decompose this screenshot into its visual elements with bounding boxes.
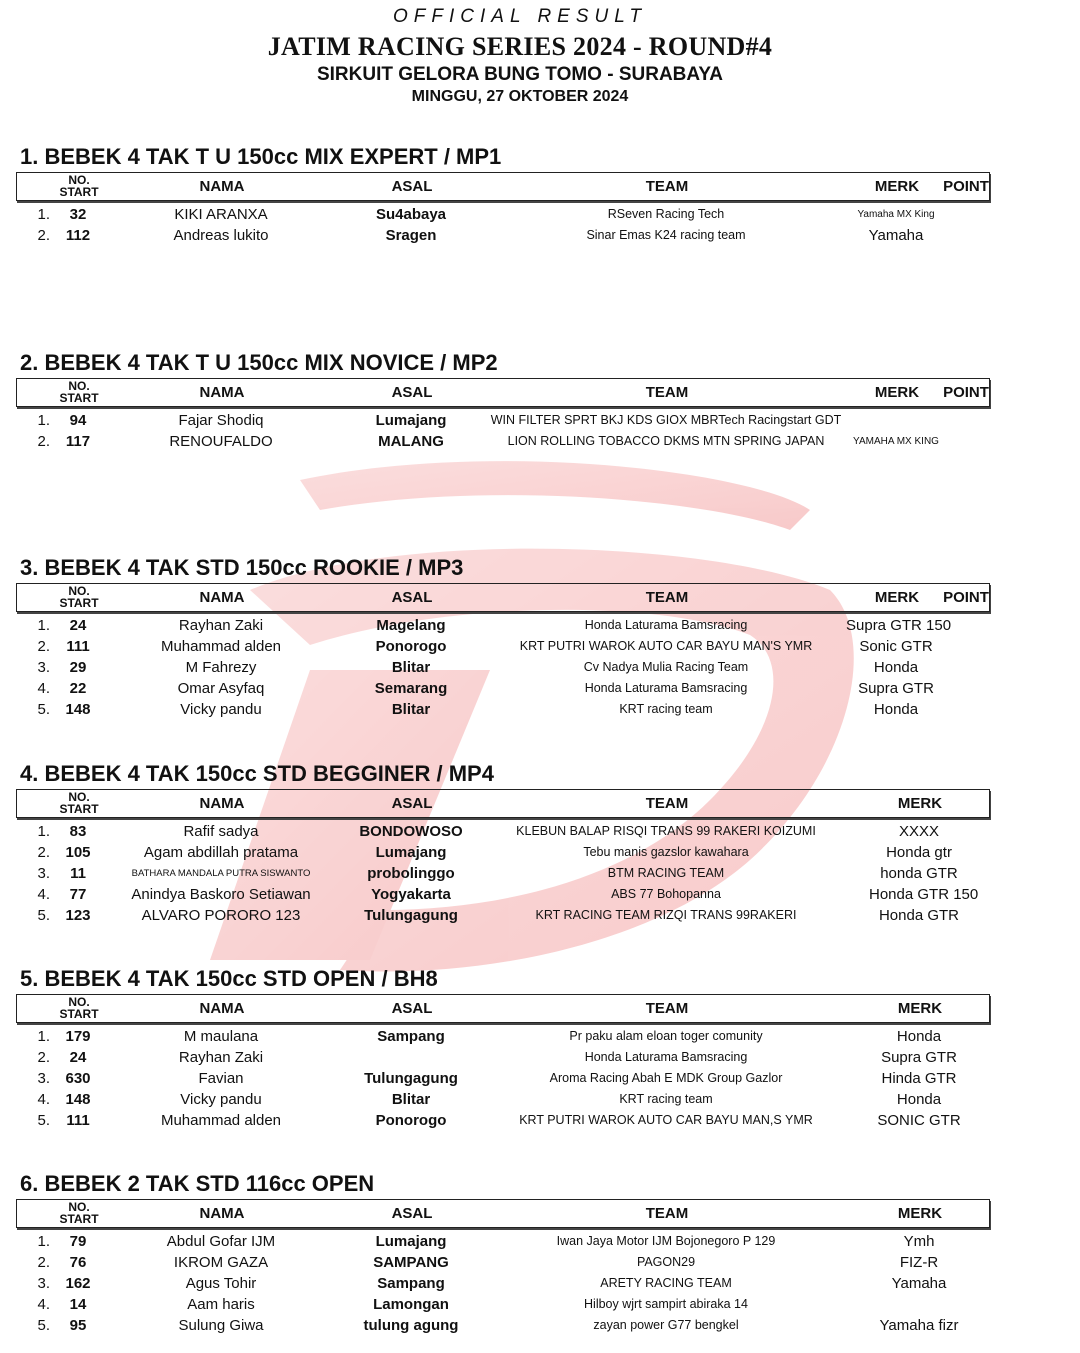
bike-brand: Honda GTR bbox=[878, 907, 960, 924]
table-row bbox=[16, 410, 990, 431]
col-point: POINT bbox=[943, 384, 989, 401]
table-row bbox=[16, 905, 990, 926]
table-row bbox=[16, 636, 990, 657]
team-name: KRT racing team bbox=[619, 1092, 713, 1106]
start-number: 94 bbox=[69, 412, 87, 429]
table-row bbox=[16, 821, 990, 842]
rider-name: Vicky pandu bbox=[180, 701, 262, 718]
col-team: TEAM bbox=[645, 178, 689, 195]
position: 5. bbox=[37, 907, 50, 924]
col-nama: NAMA bbox=[199, 795, 245, 812]
start-number: 11 bbox=[70, 865, 86, 882]
table-row bbox=[16, 1231, 990, 1252]
rider-name: Omar Asyfaq bbox=[177, 680, 265, 697]
position: 2. bbox=[37, 638, 50, 655]
col-no-start: NO. START bbox=[59, 1200, 99, 1226]
position: 1. bbox=[37, 617, 50, 634]
result-section-bh8 bbox=[16, 964, 990, 1131]
col-asal: ASAL bbox=[391, 1205, 433, 1222]
team-name: zayan power G77 bengkel bbox=[593, 1318, 739, 1332]
team-name: KRT PUTRI WAROK AUTO CAR BAYU MAN'S YMR bbox=[519, 639, 813, 653]
rider-name: Anindya Baskoro Setiawan bbox=[131, 886, 311, 903]
position: 5. bbox=[37, 1112, 50, 1129]
position: 1. bbox=[37, 823, 50, 840]
team-name: BTM RACING TEAM bbox=[607, 866, 725, 880]
team-name: KRT RACING TEAM RIZQI TRANS 99RAKERI bbox=[535, 908, 797, 922]
start-number: 162 bbox=[65, 1275, 91, 1292]
rider-origin: Su4abaya bbox=[375, 206, 447, 223]
rider-name: Abdul Gofar IJM bbox=[166, 1233, 276, 1250]
section-title: 6. BEBEK 2 TAK STD 116cc OPEN bbox=[20, 1171, 375, 1196]
rider-name: BATHARA MANDALA PUTRA SISWANTO bbox=[131, 868, 311, 879]
rider-name: Aam haris bbox=[187, 1296, 255, 1313]
team-name: KRT racing team bbox=[619, 702, 713, 716]
bike-brand: Supra GTR bbox=[881, 1049, 957, 1066]
rider-origin: SAMPANG bbox=[373, 1254, 449, 1271]
position: 1. bbox=[37, 1233, 50, 1250]
team-name: Honda Laturama Bamsracing bbox=[584, 618, 748, 632]
position: 2. bbox=[37, 844, 50, 861]
start-number: 95 bbox=[69, 1317, 87, 1334]
team-name: Tebu manis gazslor kawahara bbox=[583, 845, 749, 859]
col-team: TEAM bbox=[645, 384, 689, 401]
rider-origin: Tulungagung bbox=[364, 907, 458, 924]
rider-name: Muhammad alden bbox=[160, 1112, 282, 1129]
start-number: 24 bbox=[69, 617, 87, 634]
rider-origin: Yogyakarta bbox=[371, 886, 451, 903]
position: 1. bbox=[37, 1028, 50, 1045]
rider-origin: Semarang bbox=[374, 680, 448, 697]
position: 2. bbox=[37, 1049, 50, 1066]
table-row bbox=[16, 842, 990, 863]
col-no-start: NO. START bbox=[59, 790, 99, 816]
team-name: WIN FILTER SPRT BKJ KDS GIOX MBRTech Racingstart GDT bbox=[490, 413, 842, 427]
col-merk: MERK bbox=[897, 795, 943, 812]
col-merk: MERK bbox=[874, 178, 920, 195]
start-number: 77 bbox=[69, 886, 87, 903]
table-row bbox=[16, 1315, 990, 1336]
team-name: Cv Nadya Mulia Racing Team bbox=[583, 660, 749, 674]
rider-name: M maulana bbox=[183, 1028, 259, 1045]
rider-origin: Blitar bbox=[391, 701, 431, 718]
rider-origin: Magelang bbox=[376, 617, 446, 634]
rider-name: Agus Tohir bbox=[185, 1275, 257, 1292]
team-name: ARETY RACING TEAM bbox=[600, 1276, 732, 1290]
start-number: 22 bbox=[69, 680, 87, 697]
start-number: 117 bbox=[65, 433, 91, 450]
rider-origin: Ponorogo bbox=[375, 638, 447, 655]
rider-origin: Lumajang bbox=[375, 412, 447, 429]
team-name: ABS 77 Bohopanna bbox=[611, 887, 721, 901]
table-row bbox=[16, 1110, 990, 1131]
col-no-start: NO. START bbox=[59, 173, 99, 199]
official-result-label: OFFICIAL RESULT bbox=[393, 6, 647, 27]
rider-name: Rafif sadya bbox=[183, 823, 259, 840]
section-title: 3. BEBEK 4 TAK STD 150cc ROOKIE / MP3 bbox=[20, 555, 464, 580]
start-number: 24 bbox=[69, 1049, 87, 1066]
col-asal: ASAL bbox=[391, 589, 433, 606]
result-section-mp1 bbox=[16, 142, 990, 246]
table-header bbox=[16, 378, 990, 407]
position: 4. bbox=[37, 886, 50, 903]
bike-brand: Honda bbox=[896, 1028, 942, 1045]
bike-brand: Honda GTR 150 bbox=[869, 886, 979, 903]
table-row bbox=[16, 699, 990, 720]
table-row bbox=[16, 1068, 990, 1089]
col-merk: MERK bbox=[897, 1205, 943, 1222]
bike-brand: Yamaha MX King bbox=[857, 209, 935, 220]
rider-origin: Sampang bbox=[377, 1275, 445, 1292]
table-row bbox=[16, 678, 990, 699]
col-nama: NAMA bbox=[199, 384, 245, 401]
start-number: 14 bbox=[69, 1296, 87, 1313]
table-row bbox=[16, 1047, 990, 1068]
rider-name: Favian bbox=[198, 1070, 244, 1087]
bike-brand: Supra GTR 150 bbox=[846, 617, 952, 634]
position: 1. bbox=[37, 412, 50, 429]
result-section-mp2 bbox=[16, 348, 990, 452]
bike-brand: XXXX bbox=[898, 823, 940, 840]
rider-origin: Sragen bbox=[385, 227, 437, 244]
event-date: MINGGU, 27 OKTOBER 2024 bbox=[411, 88, 629, 105]
team-name: Iwan Jaya Motor IJM Bojonegoro P 129 bbox=[556, 1234, 776, 1248]
result-section-mp3 bbox=[16, 553, 990, 720]
position: 2. bbox=[37, 227, 50, 244]
rider-name: Muhammad alden bbox=[160, 638, 282, 655]
rider-name: Agam abdillah pratama bbox=[143, 844, 299, 861]
table-row bbox=[16, 863, 990, 884]
rider-origin: Lamongan bbox=[373, 1296, 449, 1313]
col-asal: ASAL bbox=[391, 178, 433, 195]
section-title: 4. BEBEK 4 TAK 150cc STD BEGGINER / MP4 bbox=[20, 761, 494, 786]
position: 1. bbox=[37, 206, 50, 223]
start-number: 630 bbox=[65, 1070, 91, 1087]
rider-origin: Lumajang bbox=[375, 1233, 447, 1250]
col-nama: NAMA bbox=[199, 1205, 245, 1222]
col-team: TEAM bbox=[645, 1205, 689, 1222]
table-header bbox=[16, 994, 990, 1023]
bike-brand: Honda bbox=[873, 701, 919, 718]
rider-origin: BONDOWOSO bbox=[359, 823, 463, 840]
table-row bbox=[16, 1294, 990, 1315]
rider-name: Andreas lukito bbox=[173, 227, 269, 244]
rider-origin: Blitar bbox=[391, 659, 431, 676]
start-number: 112 bbox=[65, 227, 91, 244]
team-name: LION ROLLING TOBACCO DKMS MTN SPRING JAPAN bbox=[507, 434, 825, 448]
col-no-start: NO. START bbox=[59, 379, 99, 405]
position: 3. bbox=[37, 865, 50, 882]
start-number: 179 bbox=[65, 1028, 91, 1045]
position: 5. bbox=[37, 1317, 50, 1334]
col-asal: ASAL bbox=[391, 795, 433, 812]
table-row bbox=[16, 204, 990, 225]
bike-brand: Sonic GTR bbox=[859, 638, 933, 655]
rider-name: Rayhan Zaki bbox=[178, 1049, 264, 1066]
team-name: Pr paku alam eloan toger comunity bbox=[569, 1029, 763, 1043]
team-name: Honda Laturama Bamsracing bbox=[584, 681, 748, 695]
rider-origin: Tulungagung bbox=[364, 1070, 458, 1087]
table-header bbox=[16, 1199, 990, 1228]
col-team: TEAM bbox=[645, 589, 689, 606]
rider-name: Sulung Giwa bbox=[178, 1317, 264, 1334]
rider-origin: probolinggo bbox=[367, 865, 455, 882]
col-merk: MERK bbox=[897, 1000, 943, 1017]
col-no-start: NO. START bbox=[59, 995, 99, 1021]
col-asal: ASAL bbox=[391, 1000, 433, 1017]
table-row bbox=[16, 1252, 990, 1273]
start-number: 32 bbox=[69, 206, 87, 223]
document-header bbox=[0, 0, 1080, 106]
bike-brand: YAMAHA MX KING bbox=[853, 436, 939, 447]
table-row bbox=[16, 431, 990, 452]
position: 3. bbox=[37, 1275, 50, 1292]
bike-brand: Hinda GTR bbox=[881, 1070, 957, 1087]
col-team: TEAM bbox=[645, 795, 689, 812]
bike-brand: Ymh bbox=[903, 1233, 935, 1250]
rider-name: KIKI ARANXA bbox=[174, 206, 268, 223]
circuit-name: SIRKUIT GELORA BUNG TOMO - SURABAYA bbox=[316, 64, 724, 85]
col-nama: NAMA bbox=[199, 589, 245, 606]
table-row bbox=[16, 884, 990, 905]
team-name: Sinar Emas K24 racing team bbox=[586, 228, 746, 242]
bike-brand: Honda bbox=[896, 1091, 942, 1108]
position: 2. bbox=[37, 1254, 50, 1271]
rider-name: Vicky pandu bbox=[180, 1091, 262, 1108]
team-name: PAGON29 bbox=[636, 1255, 696, 1269]
table-row bbox=[16, 1026, 990, 1047]
col-nama: NAMA bbox=[199, 178, 245, 195]
bike-brand: Honda bbox=[873, 659, 919, 676]
rider-origin: tulung agung bbox=[363, 1317, 459, 1334]
team-name: RSeven Racing Tech bbox=[607, 207, 725, 221]
event-title: JATIM RACING SERIES 2024 - ROUND#4 bbox=[267, 32, 773, 61]
rider-name: IKROM GAZA bbox=[173, 1254, 269, 1271]
start-number: 76 bbox=[69, 1254, 87, 1271]
table-row bbox=[16, 1089, 990, 1110]
rider-name: Fajar Shodiq bbox=[178, 412, 264, 429]
start-number: 111 bbox=[66, 1112, 90, 1129]
team-name: KRT PUTRI WAROK AUTO CAR BAYU MAN,S YMR bbox=[519, 1113, 813, 1127]
section-title: 2. BEBEK 4 TAK T U 150cc MIX NOVICE / MP2 bbox=[20, 350, 498, 375]
rider-name: Rayhan Zaki bbox=[178, 617, 264, 634]
start-number: 29 bbox=[69, 659, 87, 676]
position: 4. bbox=[37, 1091, 50, 1108]
rider-name: ALVARO PORORO 123 bbox=[141, 907, 301, 924]
team-name: Hilboy wjrt sampirt abiraka 14 bbox=[584, 1297, 748, 1311]
position: 4. bbox=[37, 1296, 50, 1313]
position: 2. bbox=[37, 433, 50, 450]
rider-name: M Fahrezy bbox=[185, 659, 257, 676]
table-row bbox=[16, 615, 990, 636]
start-number: 148 bbox=[65, 701, 91, 718]
bike-brand: Yamaha fizr bbox=[879, 1317, 959, 1334]
table-row bbox=[16, 225, 990, 246]
team-name: KLEBUN BALAP RISQI TRANS 99 RAKERI KOIZUMI bbox=[516, 824, 816, 838]
table-header bbox=[16, 172, 990, 201]
bike-brand: FIZ-R bbox=[899, 1254, 939, 1271]
position: 4. bbox=[37, 680, 50, 697]
bike-brand: Yamaha bbox=[891, 1275, 947, 1292]
team-name: Honda Laturama Bamsracing bbox=[584, 1050, 748, 1064]
bike-brand: SONIC GTR bbox=[877, 1112, 961, 1129]
team-name: Aroma Racing Abah E MDK Group Gazlor bbox=[549, 1071, 783, 1085]
section-title: 5. BEBEK 4 TAK 150cc STD OPEN / BH8 bbox=[20, 966, 438, 991]
col-merk: MERK bbox=[874, 384, 920, 401]
start-number: 148 bbox=[65, 1091, 91, 1108]
rider-origin: Ponorogo bbox=[375, 1112, 447, 1129]
col-point: POINT bbox=[943, 178, 989, 195]
col-point: POINT bbox=[943, 589, 989, 606]
col-asal: ASAL bbox=[391, 384, 433, 401]
table-header bbox=[16, 583, 990, 612]
position: 3. bbox=[37, 659, 50, 676]
start-number: 111 bbox=[66, 638, 90, 655]
start-number: 123 bbox=[65, 907, 91, 924]
start-number: 105 bbox=[65, 844, 91, 861]
result-section-2tak bbox=[16, 1169, 990, 1336]
bike-brand: honda GTR bbox=[880, 865, 958, 882]
position: 5. bbox=[37, 701, 50, 718]
table-row bbox=[16, 657, 990, 678]
rider-origin: Sampang bbox=[377, 1028, 445, 1045]
table-header bbox=[16, 789, 990, 818]
col-no-start: NO. START bbox=[59, 584, 99, 610]
section-title: 1. BEBEK 4 TAK T U 150cc MIX EXPERT / MP1 bbox=[20, 144, 502, 169]
rider-origin: Lumajang bbox=[375, 844, 447, 861]
rider-origin: Blitar bbox=[391, 1091, 431, 1108]
table-row bbox=[16, 1273, 990, 1294]
rider-name: RENOUFALDO bbox=[169, 433, 273, 450]
start-number: 79 bbox=[69, 1233, 87, 1250]
result-section-mp4 bbox=[16, 759, 990, 926]
bike-brand: Yamaha bbox=[868, 227, 924, 244]
col-team: TEAM bbox=[645, 1000, 689, 1017]
col-nama: NAMA bbox=[199, 1000, 245, 1017]
start-number: 83 bbox=[69, 823, 87, 840]
bike-brand: Supra GTR bbox=[858, 680, 934, 697]
col-merk: MERK bbox=[874, 589, 920, 606]
bike-brand: Honda gtr bbox=[886, 844, 952, 861]
rider-origin: MALANG bbox=[378, 433, 444, 450]
position: 3. bbox=[37, 1070, 50, 1087]
